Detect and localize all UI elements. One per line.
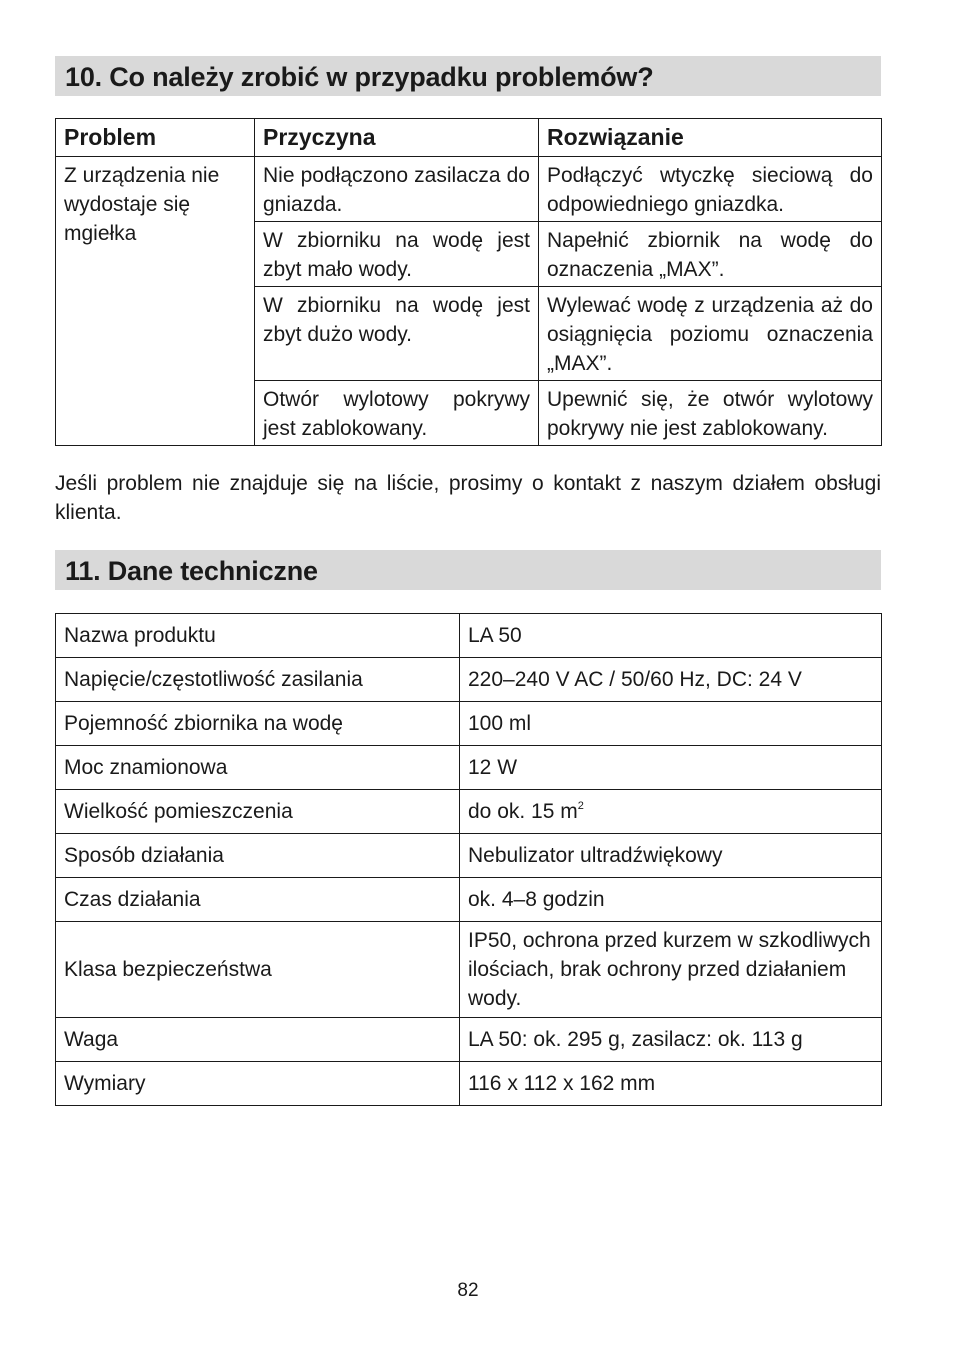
spec-row [56,658,882,702]
solution-cell: Wylewać wodę z urządzenia aż do osiągnięcia poziomu oznaczenia „MAX”. [539,287,882,381]
spec-label: Sposób działania [56,834,460,878]
spec-value: ok. 4–8 godzin [460,878,882,922]
spec-label: Waga [56,1018,460,1062]
table-row [56,157,882,222]
spec-row [56,1018,882,1062]
solution-cell: Napełnić zbiornik na wodę do oznaczenia „MAX”. [539,222,882,287]
technical-data-table [55,613,882,1106]
spec-row [56,922,882,1018]
spec-label: Nazwa produktu [56,614,460,658]
column-header-cause: Przyczyna [255,119,539,157]
spec-label: Pojemność zbiornika na wodę [56,702,460,746]
table-header-row [56,119,882,157]
spec-value: Nebulizator ultradźwiękowy [460,834,882,878]
spec-row [56,746,882,790]
spec-row [56,614,882,658]
spec-row [56,1062,882,1106]
column-header-problem: Problem [56,119,255,157]
spec-label: Wielkość pomieszczenia [56,790,460,834]
troubleshooting-table [55,118,882,446]
cause-cell: Nie podłączono zasilacza do gniazda. [255,157,539,222]
spec-value [460,790,882,834]
superscript-exponent: 2 [577,800,584,812]
spec-label: Wymiary [56,1062,460,1106]
cause-cell: Otwór wylotowy pokrywy jest zablokowany. [255,381,539,446]
spec-value: IP50, ochrona przed kurzem w szkodliwych ilościach, brak ochrony przed działaniem wody. [460,922,882,1018]
spec-value: LA 50 [460,614,882,658]
page-number: 82 [457,1280,479,1301]
solution-cell: Upewnić się, że otwór wylotowy pokrywy nie jest zablokowany. [539,381,882,446]
spec-label: Moc znamionowa [56,746,460,790]
spec-value: 220–240 V AC / 50/60 Hz, DC: 24 V [460,658,882,702]
spec-label: Czas działania [56,878,460,922]
spec-value: LA 50: ok. 295 g, zasilacz: ok. 113 g [460,1018,882,1062]
column-header-solution: Rozwiązanie [539,119,882,157]
section-10-heading: 10. Co należy zrobić w przypadku problemów? [55,56,881,96]
spec-value: 12 W [460,746,882,790]
spec-row [56,790,882,834]
spec-row [56,702,882,746]
problem-cell: Z urządzenia nie wydostaje się mgiełka [56,157,255,446]
cause-cell: W zbiorniku na wodę jest zbyt mało wody. [255,222,539,287]
cause-cell: W zbiorniku na wodę jest zbyt dużo wody. [255,287,539,381]
customer-service-note: Jeśli problem nie znajduje się na liście, prosimy o kontakt z naszym działem obsługi klienta. [55,472,881,524]
spec-value-text: do ok. 15 m [468,800,578,823]
section-11-heading: 11. Dane techniczne [55,550,881,590]
spec-value: 100 ml [460,702,882,746]
spec-label: Napięcie/częstotliwość zasilania [56,658,460,702]
spec-row [56,834,882,878]
spec-value: 116 x 112 x 162 mm [460,1062,882,1106]
spec-row [56,878,882,922]
solution-cell: Podłączyć wtyczkę sieciową do odpowiedniego gniazdka. [539,157,882,222]
spec-label: Klasa bezpieczeństwa [56,922,460,1018]
